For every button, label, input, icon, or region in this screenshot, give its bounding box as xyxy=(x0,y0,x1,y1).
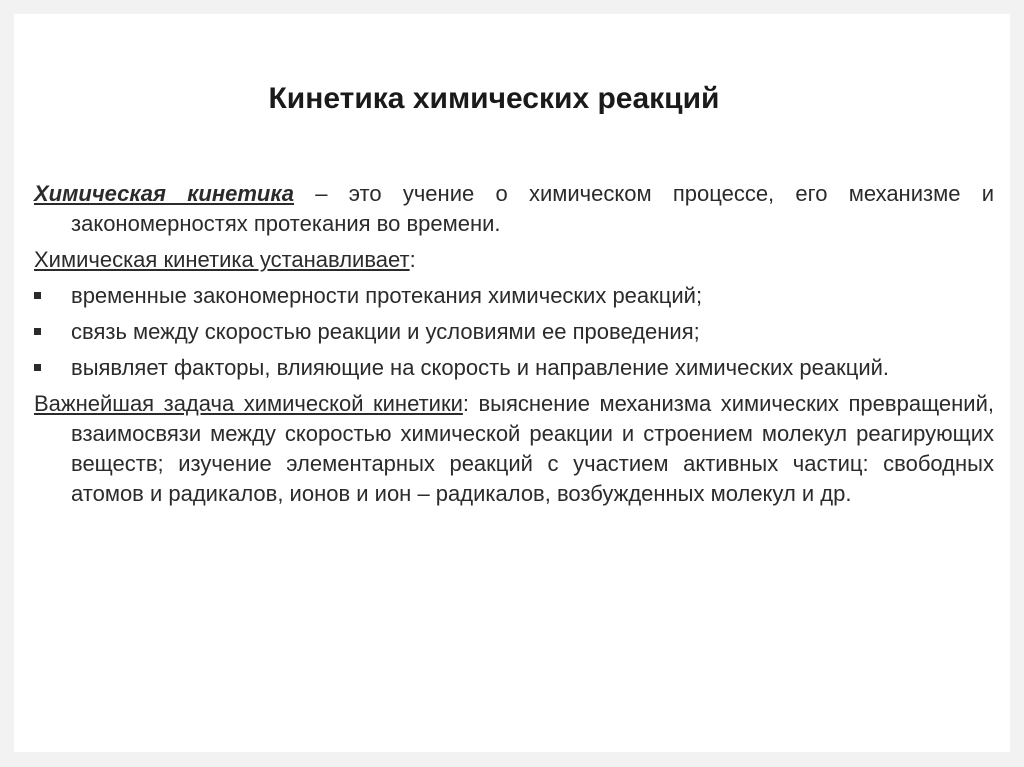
list-item-text: временные закономерности протекания химических реакций; xyxy=(71,283,703,308)
slide xyxy=(14,14,1010,752)
task-text: : выяснение механизма химических превращений, взаимосвязи между скоростью химической реакции и строением молекул реагирующих веществ; изучение элементарных реакций с участием активных частиц: свободных атомов и радикалов, ионов и ион – радикалов, возбужденных молекул и др. xyxy=(71,391,994,506)
establishes-heading: Химическая кинетика устанавливает xyxy=(34,247,410,272)
task-paragraph xyxy=(34,389,994,509)
list-item-text: связь между скоростью реакции и условиями ее проведения; xyxy=(71,319,700,344)
establishes-suffix: : xyxy=(409,247,416,272)
list-item xyxy=(34,317,994,347)
list-item xyxy=(34,281,994,311)
definition-text: – это учение о химическом процессе, его механизме и закономерностях протекания во времени. xyxy=(71,181,994,236)
square-bullet-icon xyxy=(34,328,41,335)
list-item xyxy=(34,353,994,383)
bullet-list xyxy=(34,281,994,383)
square-bullet-icon xyxy=(34,364,41,371)
square-bullet-icon xyxy=(34,292,41,299)
definition-term: Химическая кинетика xyxy=(34,181,295,206)
establishes-paragraph xyxy=(34,245,994,275)
task-heading: Важнейшая задача химической кинетики xyxy=(34,391,463,416)
list-item-text: выявляет факторы, влияющие на скорость и направление химических реакций. xyxy=(71,355,890,380)
slide-content xyxy=(34,179,994,515)
definition-paragraph xyxy=(34,179,994,239)
slide-title: Кинетика химических реакций xyxy=(268,82,720,115)
